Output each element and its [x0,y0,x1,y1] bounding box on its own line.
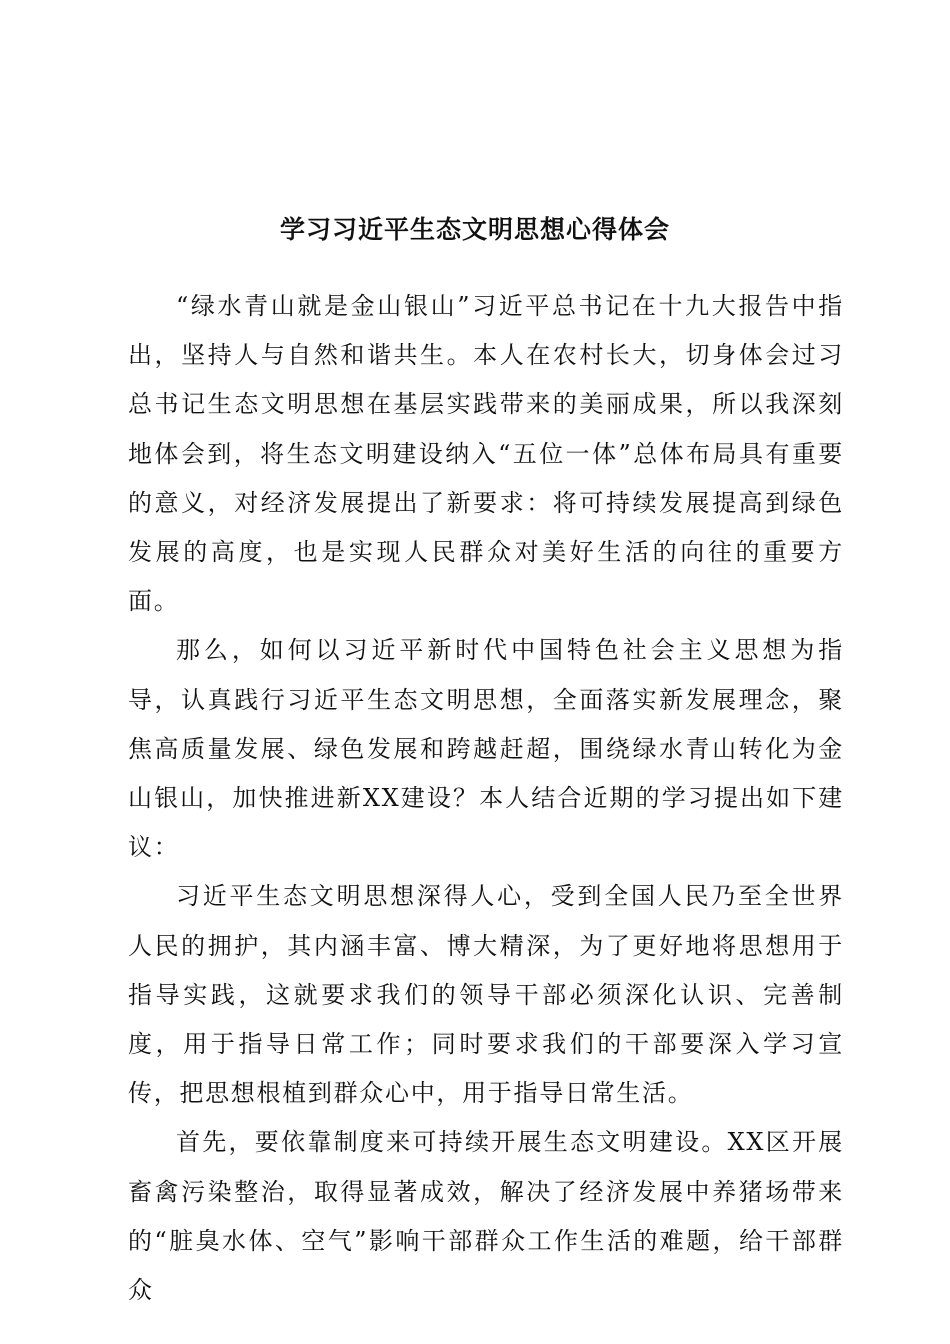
paragraph-2: 那么，如何以习近平新时代中国特色社会主义思想为指导，认真践行习近平生态文明思想，全面落实新发展理念，聚焦高质量发展、绿色发展和跨越赶超，围绕绿水青山转化为金山银山，加快推进新XX建设？本人结合近期的学习提出如下建议： [128,636,844,862]
paragraph-3: 习近平生态文明思想深得人心，受到全国人民乃至全世界人民的拥护，其内涵丰富、博大精深，为了更好地将思想用于指导实践，这就要求我们的领导干部必须深化认识、完善制度，用于指导日常工作；同时要求我们的干部要深入学习宣传，把思想根植到群众心中，用于指导日常生活。 [128,882,844,1108]
paragraph-4: 首先，要依靠制度来可持续开展生态文明建设。XX区开展畜禽污染整治，取得显著成效，解决了经济发展中养猪场带来的“脏臭水体、空气”影响干部群众工作生活的难题，给干部群众 [128,1128,844,1305]
document-title: 学习习近平生态文明思想心得体会 [279,215,670,244]
document-body [128,282,844,1315]
paragraph-1: “绿水青山就是金山银山”习近平总书记在十九大报告中指出，坚持人与自然和谐共生。本人在农村长大，切身体会过习总书记生态文明思想在基层实践带来的美丽成果，所以我深刻地体会到，将生态文明建设纳入“五位一体”总体布局具有重要的意义，对经济发展提出了新要求：将可持续发展提高到绿色发展的高度，也是实现人民群众对美好生活的向往的重要方面。 [128,292,844,616]
